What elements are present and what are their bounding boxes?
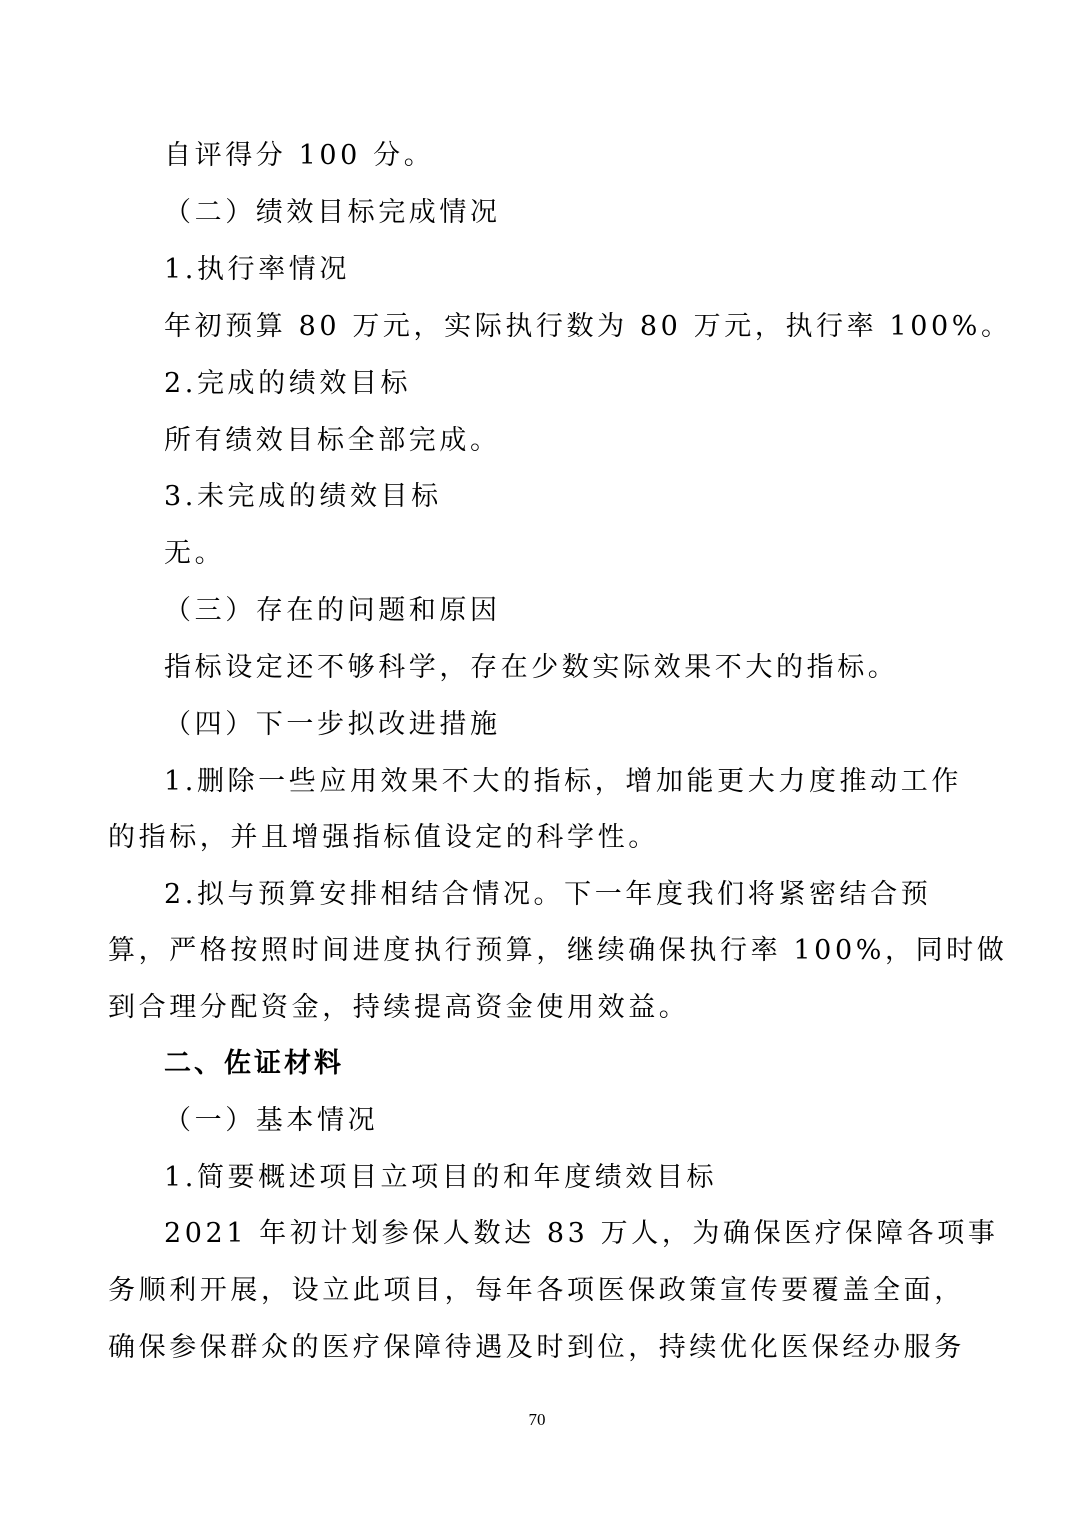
page-number: 70	[528, 1410, 546, 1429]
section-heading: （三）存在的问题和原因	[164, 595, 501, 626]
paragraph-line: 年初预算 80 万元，实际执行数为 80 万元，执行率 100%。	[164, 311, 1012, 342]
paragraph-line: 无。	[164, 538, 226, 569]
paragraph-line: 指标设定还不够科学，存在少数实际效果不大的指标。	[164, 652, 899, 683]
paragraph-line: 确保参保群众的医疗保障待遇及时到位，持续优化医保经办服务	[108, 1332, 965, 1363]
subheading: 2.完成的绩效目标	[164, 368, 412, 399]
paragraph-line: 1.删除一些应用效果不大的指标，增加能更大力度推动工作	[164, 766, 962, 797]
subheading: 1.简要概述项目立项目的和年度绩效目标	[164, 1162, 718, 1193]
chapter-heading: 二、佐证材料	[164, 1048, 344, 1079]
paragraph-line: 的指标，并且增强指标值设定的科学性。	[108, 822, 659, 853]
section-heading: （二）绩效目标完成情况	[164, 197, 501, 228]
paragraph-line: 所有绩效目标全部完成。	[164, 425, 501, 456]
paragraph-line: 2021 年初计划参保人数达 83 万人，为确保医疗保障各项事	[164, 1218, 999, 1249]
paragraph-line: 2.拟与预算安排相结合情况。下一年度我们将紧密结合预	[164, 879, 932, 910]
paragraph-line: 算，严格按照时间进度执行预算，继续确保执行率 100%，同时做	[108, 935, 1008, 966]
subheading: 1.执行率情况	[164, 254, 350, 285]
section-heading: （一）基本情况	[164, 1105, 379, 1136]
paragraph-line: 务顺利开展，设立此项目，每年各项医保政策宣传要覆盖全面，	[108, 1275, 965, 1306]
section-heading: （四）下一步拟改进措施	[164, 709, 501, 740]
subheading: 3.未完成的绩效目标	[164, 481, 442, 512]
paragraph-line: 自评得分 100 分。	[164, 140, 435, 171]
paragraph-line: 到合理分配资金，持续提高资金使用效益。	[108, 992, 690, 1023]
